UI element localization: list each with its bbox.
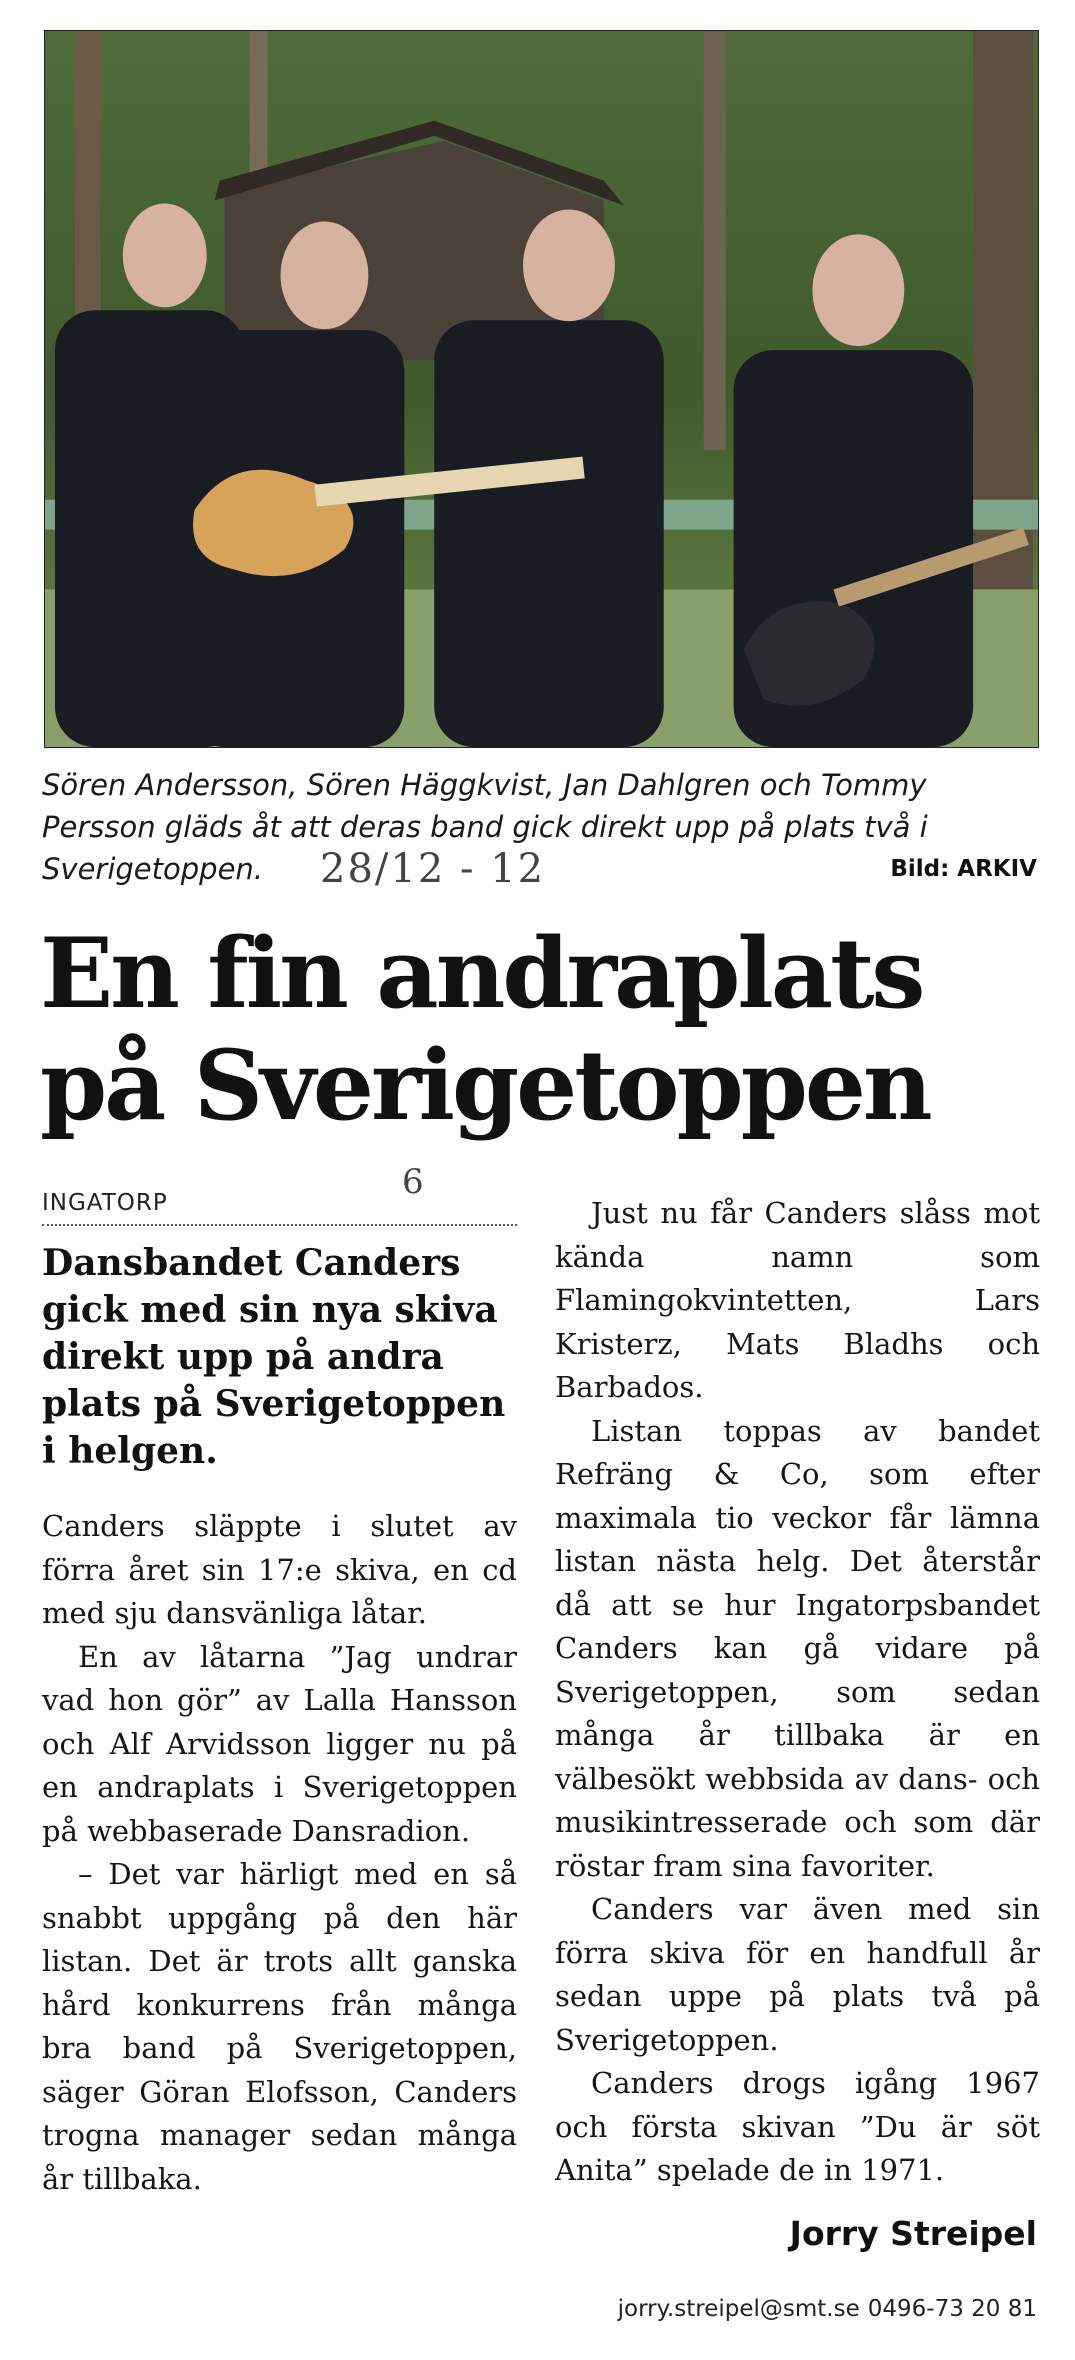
headline-line-2: på Sverigetoppen [40,1029,930,1142]
author-phone: 0496-73 20 81 [867,2296,1037,2322]
byline-contact [618,2296,1037,2322]
paragraph: Canders var även med sin förra skiva för en handfull år sedan uppe på plats två på Sverigetoppen. [555,1892,1040,2057]
article-column-left [42,1190,517,2201]
handwritten-page-number: 6 [402,1162,424,1202]
paragraph: Canders drogs igång 1967 och första skivan ”Du är söt Anita” spelade de in 1971. [555,2066,1040,2187]
paragraph: Just nu får Canders slåss mot kända namn som Flamingokvintetten, Lars Kristerz, Mats Bladhs och Barbados. [555,1196,1040,1404]
paragraph: – Det var härligt med en så snabbt uppgång på den här listan. Det är trots allt ganska hård konkurrens från många bra band på Sverigetoppen, säger Göran Elofsson, Canders trogna manager sedan många år tillbaka. [42,1857,517,2196]
author-email-link[interactable]: jorry.streipel@smt.se [617,2296,860,2322]
photo-credit: Bild: ARKIV [890,856,1037,882]
article-location: INGATORP [42,1190,517,1226]
headline [40,918,1050,1142]
article-body-left [42,1505,517,2201]
article-lead: Dansbandet Canders gick med sin nya skiva direkt upp på andra plats på Sverigetoppen i helgen. [42,1242,506,1472]
photo-caption: Sören Andersson, Sören Häggkvist, Jan Dahlgren och Tommy Persson gläds åt att deras band gick direkt upp på plats två i Sverigetoppen. [42,768,928,886]
paragraph: Listan toppas av bandet Refräng & Co, som efter maximala tio veckor får lämna listan nästa helg. Det återstår då att se hur Ingatorpsbandet Canders kan gå vidare på Sverigetoppen, som sedan många år tillbaka är en välbesökt webbsida av dans- och musikintresserade och som där röstar fram sina favoriter. [555,1413,1040,1883]
paragraph: Canders släppte i slutet av förra året sin 17:e skiva, en cd med sju dansvänliga låtar. [42,1509,517,1630]
article-column-right [555,1190,1040,2193]
article-body-right [555,1192,1040,2193]
band-photo-icon [45,31,1038,747]
band-photo [44,30,1039,748]
byline-author: Jorry Streipel [789,2214,1037,2253]
headline-line-1: En fin andraplats [40,917,923,1030]
handwritten-date: 28/12 - 12 [320,846,546,892]
paragraph: En av låtarna ”Jag undrar vad hon gör” av Lalla Hansson och Alf Arvidsson ligger nu på en andraplats i Sverigetoppen på webbaserade Dansradion. [42,1639,517,1848]
